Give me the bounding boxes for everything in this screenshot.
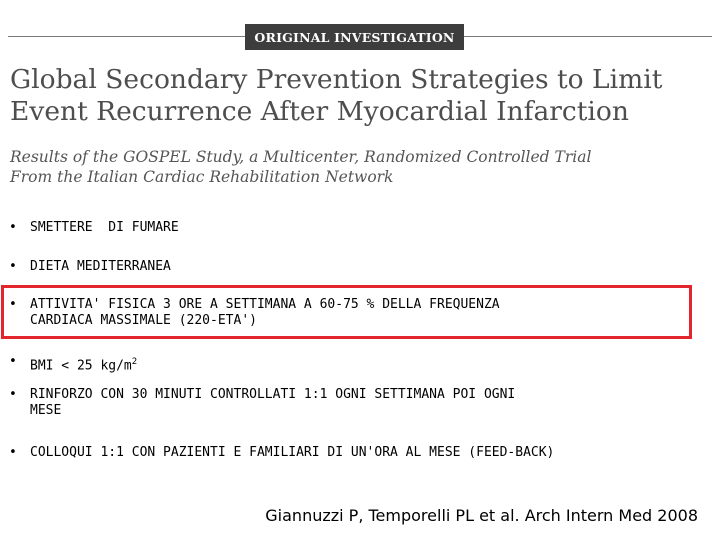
article-subtitle-line-1: Results of the GOSPEL Study, a Multicenter, Randomized Controlled Trial xyxy=(10,148,592,166)
bullet-marker: • xyxy=(9,297,17,312)
list-item-text: SMETTERE DI FUMARE xyxy=(30,220,179,235)
section-banner: ORIGINAL INVESTIGATION xyxy=(245,24,464,50)
article-title-line-1: Global Secondary Prevention Strategies to Limit xyxy=(10,64,663,95)
list-item-text: COLLOQUI 1:1 CON PAZIENTI E FAMILIARI DI UN'ORA AL MESE (FEED-BACK) xyxy=(30,445,555,460)
list-item-text xyxy=(30,354,710,374)
list-item-text: RINFORZO CON 30 MINUTI CONTROLLATI 1:1 OGNI SETTIMANA POI OGNI MESE xyxy=(30,387,516,418)
list-item-text: ATTIVITA' FISICA 3 ORE A SETTIMANA A 60-75 % DELLA FREQUENZA CARDIACA MASSIMALE (220-ETA') xyxy=(30,297,500,328)
list-item-text: DIETA MEDITERRANEA xyxy=(30,259,171,274)
bullet-marker: • xyxy=(9,387,17,402)
article-title-line-2: Event Recurrence After Myocardial Infarction xyxy=(10,96,629,127)
citation: Giannuzzi P, Temporelli PL et al. Arch Intern Med 2008 xyxy=(265,506,698,525)
superscript-exponent: 2 xyxy=(131,357,138,367)
bullet-marker: • xyxy=(9,259,17,274)
bullet-marker: • xyxy=(9,445,17,460)
bullet-marker: • xyxy=(9,220,17,235)
bmi-text: BMI < 25 kg/m xyxy=(30,358,132,374)
bullet-marker: • xyxy=(9,354,17,369)
article-subtitle-line-2: From the Italian Cardiac Rehabilitation Network xyxy=(10,168,394,186)
highlight-box xyxy=(1,285,692,339)
